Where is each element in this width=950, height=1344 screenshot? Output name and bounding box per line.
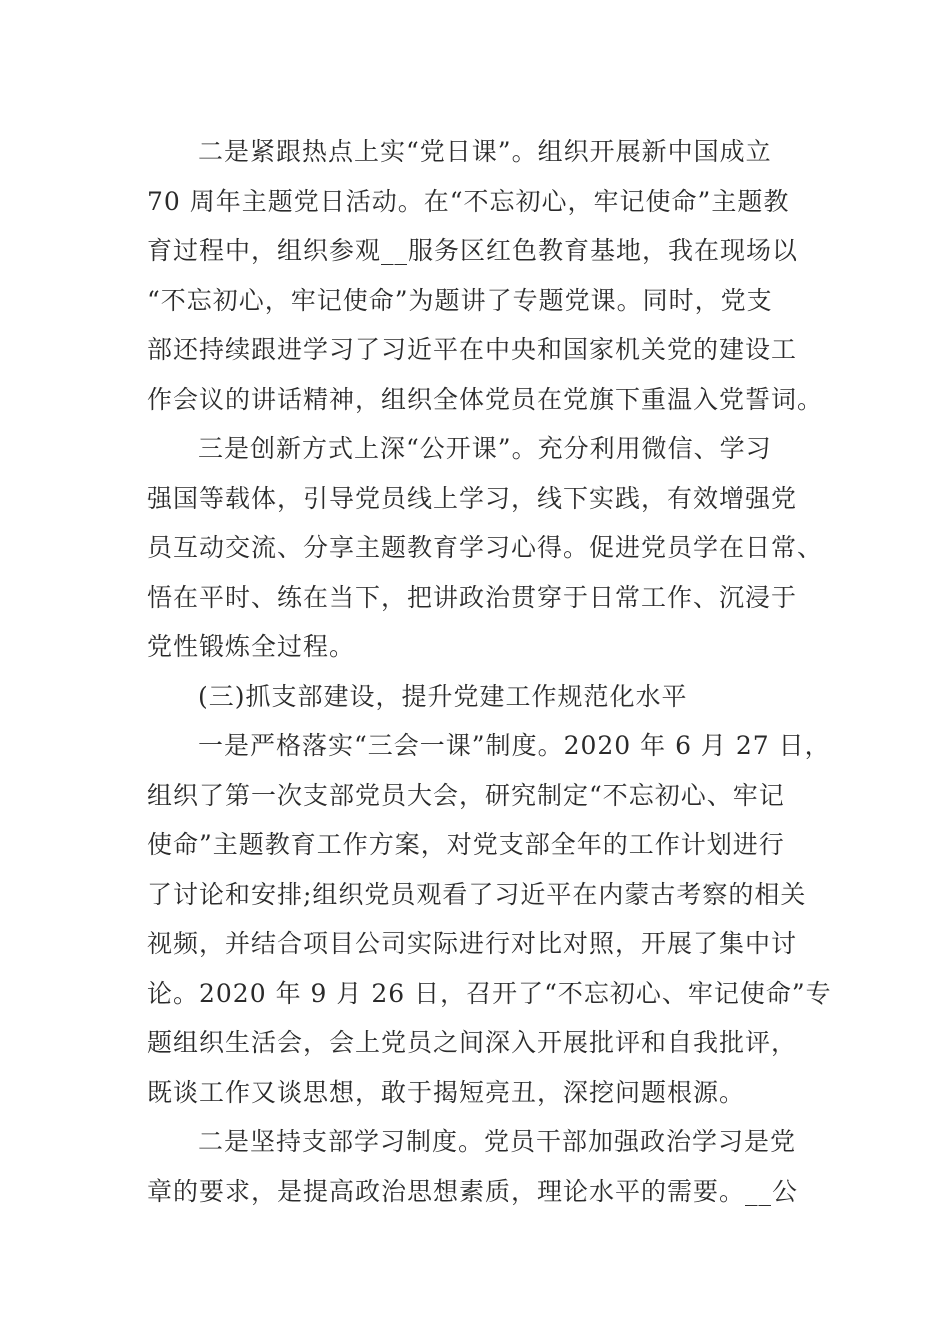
- paragraph-4-line-2: 章的要求，是提高政治思想素质，理论水平的需要。__公: [147, 1177, 799, 1206]
- section-heading: (三)抓支部建设，提升党建工作规范化水平: [198, 682, 688, 711]
- paragraph-3-line-1: 一是严格落实“三会一课”制度。2020 年 6 月 27 日，: [198, 731, 831, 760]
- paragraph-2-line-2: 强国等载体，引导党员线上学习，线下实践，有效增强党: [147, 484, 798, 513]
- paragraph-3-line-4: 了讨论和安排;组织党员观看了习近平在内蒙古考察的相关: [147, 880, 807, 909]
- paragraph-2-line-1: 三是创新方式上深“公开课”。充分利用微信、学习: [198, 434, 772, 463]
- paragraph-1-line-3: 育过程中，组织参观__服务区红色教育基地，我在现场以: [147, 236, 799, 265]
- paragraph-3-line-7: 题组织生活会，会上党员之间深入开展批评和自我批评，: [147, 1028, 798, 1057]
- paragraph-4-line-1: 二是坚持支部学习制度。党员干部加强政治学习是党: [198, 1127, 797, 1156]
- paragraph-2-line-5: 党性锻炼全过程。: [147, 632, 356, 661]
- paragraph-3-line-8: 既谈工作又谈思想，敢于揭短亮丑，深挖问题根源。: [147, 1078, 746, 1107]
- paragraph-2-line-4: 悟在平时、练在当下，把讲政治贯穿于日常工作、沉浸于: [147, 583, 798, 612]
- paragraph-3-line-3: 使命”主题教育工作方案，对党支部全年的工作计划进行: [147, 830, 785, 859]
- paragraph-1-line-1: 二是紧跟热点上实“党日课”。组织开展新中国成立: [198, 137, 772, 166]
- paragraph-1-line-4: “不忘初心，牢记使命”为题讲了专题党课。同时，党支: [147, 286, 773, 315]
- paragraph-3-line-5: 视频，并结合项目公司实际进行对比对照，开展了集中讨: [147, 929, 798, 958]
- paragraph-3-line-2: 组织了第一次支部党员大会，研究制定“不忘初心、牢记: [147, 781, 785, 810]
- paragraph-1-line-6: 作会议的讲话精神，组织全体党员在党旗下重温入党誓词。: [147, 385, 824, 414]
- paragraph-1-line-2: 70 周年主题党日活动。在“不忘初心，牢记使命”主题教: [147, 187, 790, 216]
- paragraph-1-line-5: 部还持续跟进学习了习近平在中央和国家机关党的建设工: [147, 335, 798, 364]
- paragraph-3-line-6: 论。2020 年 9 月 26 日，召开了“不忘初心、牢记使命”专: [147, 979, 832, 1008]
- paragraph-2-line-3: 员互动交流、分享主题教育学习心得。促进党员学在日常、: [147, 533, 824, 562]
